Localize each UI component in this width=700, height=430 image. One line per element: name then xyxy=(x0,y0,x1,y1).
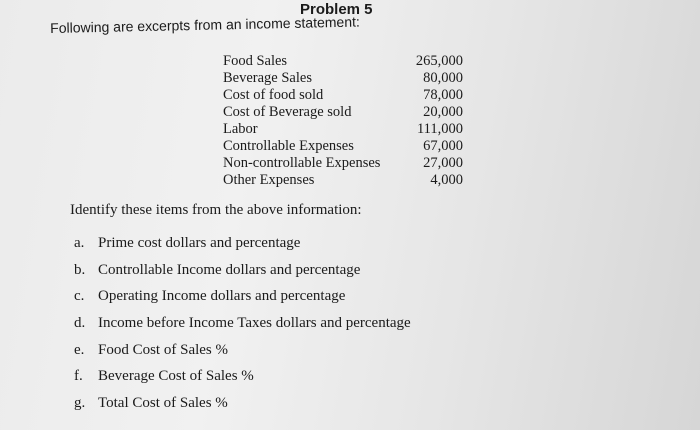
item-text: Food Cost of Sales % xyxy=(98,341,229,358)
item-marker: c. xyxy=(74,288,85,305)
statement-label: Beverage Sales xyxy=(223,70,312,86)
list-item xyxy=(68,312,411,339)
item-marker: g. xyxy=(74,395,86,412)
statement-label: Food Sales xyxy=(223,53,288,69)
statement-amount: 111,000 xyxy=(416,121,463,137)
list-item xyxy=(68,259,411,286)
list-item xyxy=(68,285,411,312)
statement-row xyxy=(223,121,463,138)
list-item xyxy=(68,232,411,259)
statement-label: Cost of food sold xyxy=(223,87,324,103)
statement-label: Labor xyxy=(223,121,258,137)
item-marker: b. xyxy=(74,261,86,278)
item-text: Beverage Cost of Sales % xyxy=(98,368,254,385)
statement-label: Other Expenses xyxy=(223,172,315,188)
statement-row xyxy=(223,70,463,87)
item-marker: d. xyxy=(74,315,86,332)
intro-text: Following are excerpts from an income statement: xyxy=(50,13,360,36)
statement-label: Controllable Expenses xyxy=(223,138,354,154)
item-text: Income before Income Taxes dollars and percentage xyxy=(98,315,411,332)
item-marker: f. xyxy=(74,368,83,385)
item-text: Operating Income dollars and percentage xyxy=(98,288,346,305)
statement-amount: 80,000 xyxy=(423,70,463,86)
statement-row xyxy=(223,155,463,172)
item-text: Prime cost dollars and percentage xyxy=(98,235,301,251)
statement-row xyxy=(223,104,463,121)
list-item xyxy=(68,392,411,419)
item-marker: a. xyxy=(74,235,85,251)
income-statement-excerpt xyxy=(223,53,463,189)
statement-amount: 265,000 xyxy=(415,53,463,69)
statement-amount: 20,000 xyxy=(423,104,463,120)
list-item xyxy=(68,339,411,366)
item-text: Total Cost of Sales % xyxy=(98,395,228,412)
statement-amount: 27,000 xyxy=(423,155,463,171)
problem-title: Problem 5 xyxy=(300,1,373,18)
item-marker: e. xyxy=(74,341,85,358)
statement-amount: 78,000 xyxy=(423,87,463,103)
statement-label: Cost of Beverage sold xyxy=(223,104,352,120)
statement-amount: 4,000 xyxy=(430,172,463,188)
item-text: Controllable Income dollars and percentage xyxy=(98,261,361,278)
statement-row xyxy=(223,53,463,70)
question-list xyxy=(68,232,411,419)
statement-label: Non-controllable Expenses xyxy=(223,155,381,171)
statement-row xyxy=(223,87,463,104)
statement-row xyxy=(223,138,463,155)
list-item xyxy=(68,365,411,392)
statement-amount: 67,000 xyxy=(423,138,463,154)
statement-row xyxy=(223,172,463,189)
question-text: Identify these items from the above information: xyxy=(70,202,362,218)
